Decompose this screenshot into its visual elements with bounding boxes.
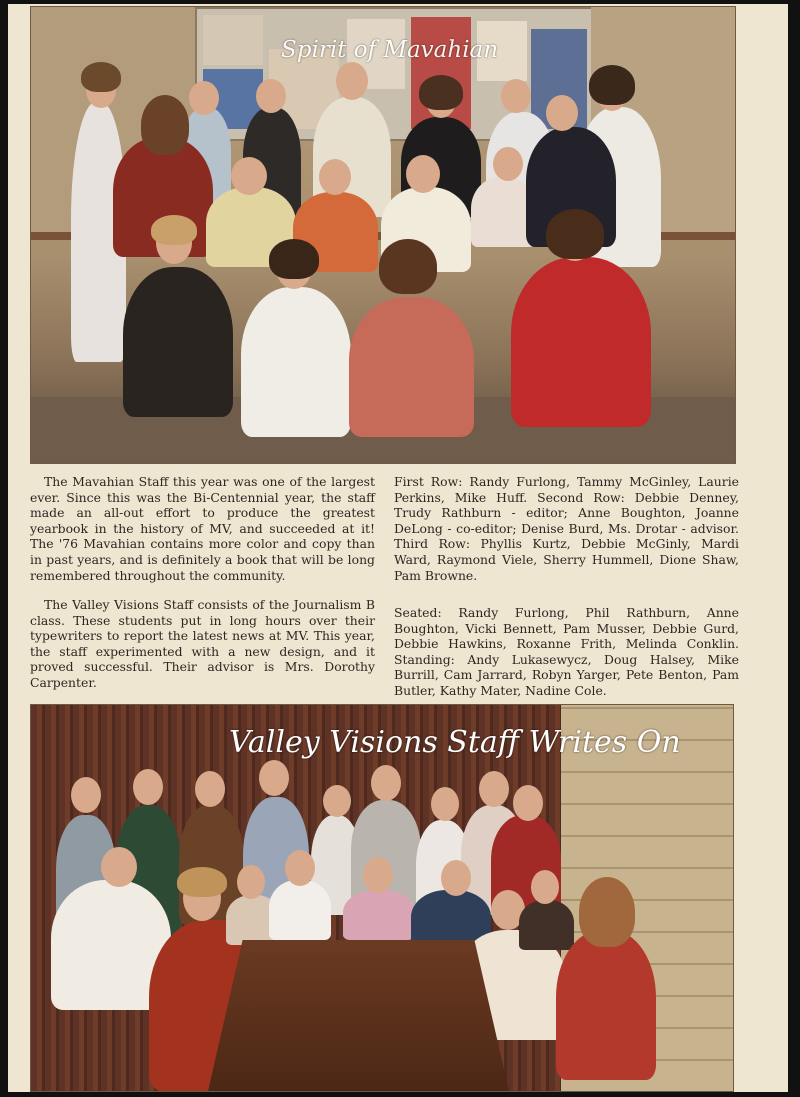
valley-visions-paragraph: The Valley Visions Staff consists of the Journalism B class. These students put in long hours over their typewriters to report the latest news at MV. This year, the staff experimented with a new design, and it proved successful. Their advisor is Mrs. Dorothy Carpenter. bbox=[30, 597, 375, 690]
valley-visions-staff-photo bbox=[30, 704, 734, 1092]
valley-visions-description bbox=[30, 597, 375, 691]
mavahian-caption: First Row: Randy Furlong, Tammy McGinley, Laurie Perkins, Mike Huff. Second Row: Debbie Denney, Trudy Rathburn - editor; Anne Boughton, Joanne DeLong - co-editor; Denise Burd, Ms. Drotar - advisor. Third Row: Phyllis Kurtz, Debbie McGinly, Mardi Ward, Raymond Viele, Sherry Hummell, Dione Shaw, Pam Browne. bbox=[394, 474, 739, 583]
mavahian-caption-block bbox=[394, 474, 739, 583]
bottom-photo-title: Valley Visions Staff Writes On bbox=[229, 725, 681, 760]
yearbook-page bbox=[8, 4, 788, 1092]
top-photo-title: Spirit of Mavahian bbox=[281, 37, 499, 63]
mavahian-staff-photo bbox=[30, 6, 736, 464]
valley-visions-caption-block bbox=[394, 605, 739, 699]
valley-visions-caption: Seated: Randy Furlong, Phil Rathburn, Anne Boughton, Vicki Bennett, Pam Musser, Debbie Gurd, Debbie Hawkins, Roxanne Frith, Melinda Conklin. Standing: Andy Lukasewycz, Doug Halsey, Mike Burrill, Cam Jarrard, Robyn Yarger, Pete Benton, Pam Butler, Kathy Mater, Nadine Cole. bbox=[394, 605, 739, 698]
mavahian-paragraph: The Mavahian Staff this year was one of the largest ever. Since this was the Bi-Centennial year, the staff made an all-out effort to produce the greatest yearbook in the history of MV, and succeeded at it! The '76 Mavahian contains more color and copy than in past years, and is definitely a book that will be long remembered throughout the community. bbox=[30, 474, 375, 583]
conference-table bbox=[206, 940, 511, 1092]
mavahian-staff-description bbox=[30, 474, 375, 583]
